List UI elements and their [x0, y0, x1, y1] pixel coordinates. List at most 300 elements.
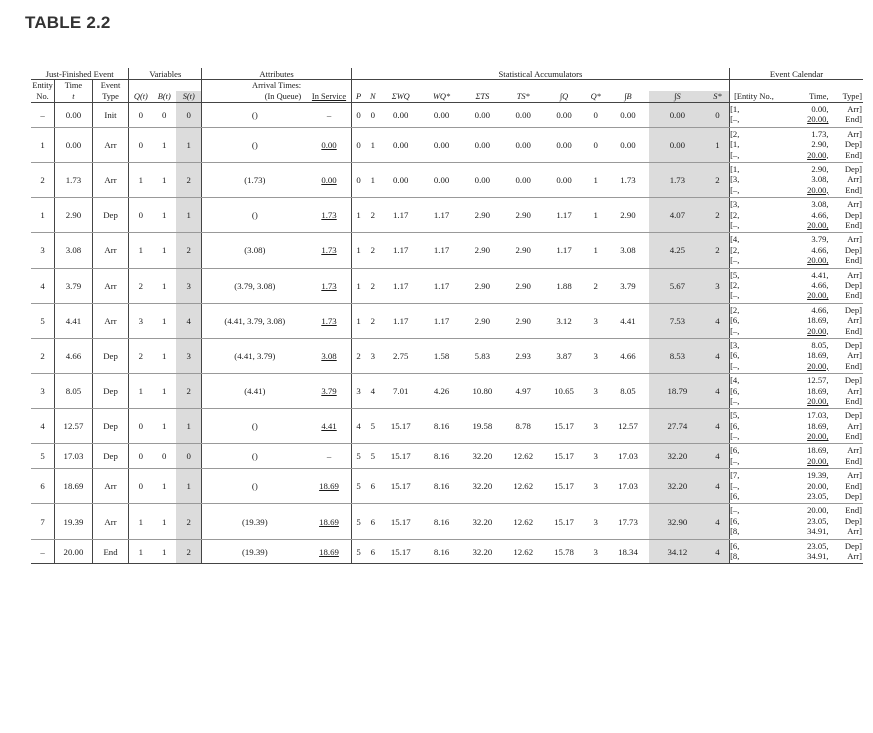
cell-sum-ts-value: 2.90 [474, 245, 491, 256]
cell-in-service-value: 0.00 [321, 139, 337, 150]
cal-entity-column [730, 127, 773, 162]
cell-sum-ts [462, 539, 503, 564]
cal-type: Arr] [847, 234, 862, 245]
cell-sum-ts-value: 0.00 [474, 175, 491, 186]
cell-sum-wq-value: 0.00 [393, 109, 409, 120]
cell-n [365, 162, 380, 197]
cell-q-star-value: 1 [593, 175, 598, 186]
cell-q-value: 0 [138, 481, 144, 492]
cell-n [365, 198, 380, 233]
cell-int-q [544, 338, 585, 373]
cell-in-queue [202, 444, 307, 469]
cell-event-type [92, 409, 129, 444]
cell-ts-star-value: 12.62 [513, 546, 534, 557]
cell-int-s [649, 162, 706, 197]
cell-event-type-value: Arr [104, 516, 117, 527]
cell-int-q [544, 409, 585, 444]
cell-sum-wq [380, 303, 421, 338]
cell-s-star [706, 103, 730, 128]
cell-sum-wq-value: 1.17 [393, 210, 409, 221]
header-group-row [31, 68, 863, 80]
cell-entity [31, 268, 55, 303]
cell-time [55, 162, 93, 197]
cell-sum-ts-value: 5.83 [474, 351, 491, 362]
cell-s [176, 127, 202, 162]
cell-b-value: 1 [162, 175, 167, 186]
cell-q-star-value: 3 [593, 546, 598, 557]
cell-int-b [607, 162, 649, 197]
header-evtype-l2: Type [92, 91, 129, 103]
header-b: B(t) [152, 91, 176, 103]
cal-type: Arr] [847, 128, 862, 139]
cal-time: 20.00, [807, 325, 829, 336]
cal-time: 20.00, [807, 455, 829, 466]
cell-n [365, 504, 380, 539]
cell-in-queue-value: () [251, 481, 258, 492]
cell-entity [31, 162, 55, 197]
cal-entity: [1, [730, 139, 740, 150]
cell-sum-ts-value: 2.90 [474, 210, 491, 221]
cell-ts-star-value: 2.93 [515, 351, 531, 362]
cell-n-value: 1 [370, 175, 375, 186]
cell-int-s-value: 7.53 [669, 315, 686, 326]
cell-entity-value: 4 [40, 421, 45, 432]
cell-q-value: 1 [138, 546, 144, 557]
cell-s [176, 233, 202, 268]
cal-type: Arr] [847, 551, 862, 562]
cell-n [365, 409, 380, 444]
cell-in-service [307, 338, 351, 373]
cal-time: 20.00, [807, 505, 829, 516]
cal-entity: [–, [730, 395, 740, 406]
cell-in-queue [202, 539, 307, 564]
cell-q-value: 1 [138, 386, 144, 397]
cell-int-q [544, 374, 585, 409]
cell-in-queue [202, 409, 307, 444]
cell-ts-star [503, 127, 544, 162]
cal-type: Arr] [847, 526, 862, 537]
cell-p [351, 198, 365, 233]
cell-in-service [307, 469, 351, 504]
table-row [31, 469, 863, 504]
cell-int-q-value: 3.87 [556, 351, 572, 362]
cell-in-queue [202, 103, 307, 128]
cell-wq-star-value: 1.17 [433, 315, 450, 326]
table-row [31, 268, 863, 303]
table-row [31, 504, 863, 539]
cal-entity-column [730, 198, 773, 233]
cell-int-s [649, 233, 706, 268]
cell-wq-star [421, 444, 462, 469]
cell-int-s-value: 0.00 [669, 139, 686, 150]
cell-q [129, 162, 153, 197]
table-row [31, 303, 863, 338]
cell-q-star-value: 2 [593, 280, 598, 291]
cell-int-q-value: 3.12 [556, 315, 572, 326]
table-row [31, 127, 863, 162]
cell-s-star [706, 469, 730, 504]
cell-entity-value: 7 [40, 516, 45, 527]
cell-time [55, 198, 93, 233]
cell-wq-star [421, 409, 462, 444]
cal-time-column [773, 233, 831, 268]
cell-b [152, 539, 176, 564]
header-ts-star: TS* [503, 91, 544, 103]
cell-ts-star-value: 2.90 [515, 210, 531, 221]
cal-entity-column [730, 469, 773, 504]
cell-q-star [584, 103, 607, 128]
cal-time-column [773, 469, 831, 504]
cal-time: 4.66, [811, 209, 829, 220]
cell-q-value: 2 [138, 351, 144, 362]
cell-int-b [607, 233, 649, 268]
cal-time-column [773, 268, 831, 303]
cell-sum-ts-value: 32.20 [472, 546, 493, 557]
header-stats-blank [351, 80, 729, 92]
cell-sum-wq-value: 7.01 [393, 386, 409, 397]
table-row [31, 233, 863, 268]
cell-in-queue-value: (19.39) [241, 516, 268, 527]
cell-in-queue [202, 268, 307, 303]
cell-in-queue-value: (3.08) [244, 245, 266, 256]
cell-event-type-value: Dep [103, 386, 118, 397]
cal-type: End] [845, 395, 862, 406]
cell-s-star [706, 198, 730, 233]
header-in-service: In Service [307, 91, 351, 103]
cell-entity-value: 3 [40, 386, 45, 397]
cell-ts-star [503, 409, 544, 444]
cal-entity-column [730, 233, 773, 268]
cell-event-type [92, 303, 129, 338]
cell-in-queue-value: (4.41) [244, 386, 266, 397]
cal-type-column [831, 469, 863, 504]
cell-s [176, 469, 202, 504]
header-in-queue: (In Queue) [202, 91, 307, 103]
cell-s-star-value: 2 [715, 210, 720, 221]
cell-sum-wq [380, 127, 421, 162]
cell-time [55, 127, 93, 162]
cell-time [55, 374, 93, 409]
cell-q-star-value: 3 [593, 386, 598, 397]
table-row [31, 198, 863, 233]
cal-entity: [6, [730, 420, 740, 431]
cell-s [176, 268, 202, 303]
cal-entity: [4, [730, 375, 740, 386]
cell-s-value: 0 [186, 451, 191, 462]
cell-in-service [307, 409, 351, 444]
cell-time-value: 1.73 [65, 175, 82, 186]
cell-time [55, 303, 93, 338]
table-caption: TABLE 2.2 [25, 13, 111, 32]
cell-int-b-value: 0.00 [620, 139, 636, 150]
cell-sum-wq-value: 15.17 [390, 481, 411, 492]
cell-wq-star-value: 1.17 [433, 280, 450, 291]
cell-event-type [92, 444, 129, 469]
cell-entity-value: 5 [40, 315, 45, 326]
cell-s-star-value: 4 [715, 421, 720, 432]
cell-s [176, 444, 202, 469]
cell-b-value: 1 [162, 245, 167, 256]
cal-type-column [831, 409, 863, 444]
header-s-star: S* [706, 91, 730, 103]
cell-int-s [649, 409, 706, 444]
cal-time: 34.91, [807, 551, 829, 562]
cell-p [351, 303, 365, 338]
cal-time: 18.69, [807, 420, 829, 431]
cell-p-value: 2 [356, 351, 361, 362]
cal-type-column [831, 233, 863, 268]
cell-ts-star [503, 303, 544, 338]
cell-int-s-value: 8.53 [669, 351, 686, 362]
cell-int-q [544, 469, 585, 504]
header-variables-blank [129, 80, 202, 92]
cal-time: 4.66, [811, 304, 829, 315]
cell-s-value: 1 [186, 421, 191, 432]
header-wq-star: WQ* [421, 91, 462, 103]
cell-int-b-value: 4.66 [620, 351, 636, 362]
cell-s-star-value: 4 [715, 516, 720, 527]
cell-in-queue [202, 233, 307, 268]
cell-sum-wq-value: 15.17 [390, 451, 411, 462]
cal-time-column [773, 338, 831, 373]
cal-entity: [5, [730, 410, 740, 421]
cal-type: End] [845, 480, 862, 491]
cal-entity: [–, [730, 480, 740, 491]
cal-entity: [6, [730, 445, 740, 456]
cal-entity-column [730, 303, 773, 338]
cell-b [152, 338, 176, 373]
cell-wq-star [421, 198, 462, 233]
cal-time: 4.66, [811, 244, 829, 255]
cell-p-value: 1 [356, 245, 361, 256]
cell-sum-wq [380, 198, 421, 233]
cell-wq-star [421, 103, 462, 128]
cell-sum-ts [462, 444, 503, 469]
cell-ts-star [503, 444, 544, 469]
cell-int-b-value: 17.03 [618, 481, 638, 492]
cell-in-service [307, 444, 351, 469]
cell-ts-star-value: 0.00 [515, 139, 531, 150]
cell-sum-wq [380, 539, 421, 564]
cell-event-type-value: Dep [103, 351, 118, 362]
cell-sum-wq-value: 15.17 [390, 516, 411, 527]
cal-entity: [–, [730, 255, 740, 266]
header-cal-entity: [Entity No., [730, 91, 773, 103]
cal-type: Arr] [847, 445, 862, 456]
cal-entity: [6, [730, 385, 740, 396]
cell-b-value: 1 [162, 421, 167, 432]
cell-q-value: 0 [138, 109, 144, 120]
cell-s [176, 374, 202, 409]
cal-type: End] [845, 290, 862, 301]
header-calendar-blank [730, 80, 863, 92]
cal-entity-column [730, 409, 773, 444]
cell-in-service [307, 539, 351, 564]
cell-sum-wq-value: 15.17 [390, 546, 411, 557]
cell-s-star-value: 1 [715, 139, 720, 150]
cell-time-value: 2.90 [65, 210, 82, 221]
cell-int-q-value: 0.00 [556, 175, 572, 186]
cell-sum-ts [462, 504, 503, 539]
cell-wq-star-value: 8.16 [433, 421, 450, 432]
cell-sum-ts [462, 469, 503, 504]
cell-p [351, 374, 365, 409]
cell-entity [31, 444, 55, 469]
cell-in-service [307, 504, 351, 539]
cell-sum-ts-value: 10.80 [472, 386, 493, 397]
cell-b [152, 233, 176, 268]
cell-int-s [649, 374, 706, 409]
header-time-l2: t [55, 91, 93, 103]
cell-q-star-value: 1 [593, 210, 598, 221]
cell-entity-value: 6 [40, 481, 45, 492]
cal-entity: [5, [730, 269, 740, 280]
cell-n-value: 6 [370, 546, 375, 557]
cell-b [152, 469, 176, 504]
cal-time: 17.03, [807, 410, 829, 421]
cal-type: Dep] [844, 410, 862, 421]
cell-wq-star [421, 338, 462, 373]
cal-time: 20.00, [807, 149, 829, 160]
cell-b-value: 1 [162, 139, 167, 150]
cal-entity: [6, [730, 315, 740, 326]
cell-p-value: 0 [356, 175, 361, 186]
cell-n [365, 268, 380, 303]
cell-s-star [706, 338, 730, 373]
header-entity-l2: No. [31, 91, 55, 103]
header-just-finished-event: Just-Finished Event [31, 68, 129, 80]
cell-b-value: 1 [162, 516, 167, 527]
cal-type-column [831, 539, 863, 564]
cell-sum-wq [380, 469, 421, 504]
cell-s [176, 103, 202, 128]
cell-int-q-value: 0.00 [556, 139, 572, 150]
cell-time-value: 19.39 [63, 516, 84, 527]
cell-event-type-value: Arr [104, 481, 117, 492]
cell-ts-star-value: 0.00 [515, 175, 531, 186]
cell-int-s [649, 539, 706, 564]
cell-in-service-value: 1.73 [321, 315, 337, 326]
cal-type: End] [845, 431, 862, 442]
header-variables: Variables [129, 68, 202, 80]
cell-q-star [584, 162, 607, 197]
cell-q [129, 504, 153, 539]
cell-q [129, 338, 153, 373]
cell-q-star [584, 504, 607, 539]
cell-int-s [649, 127, 706, 162]
cell-event-type-value: Dep [103, 210, 118, 221]
cal-type: Dep] [844, 279, 862, 290]
header-int-s: ∫S [649, 91, 706, 103]
cell-s-star [706, 162, 730, 197]
cell-q-value: 2 [138, 280, 144, 291]
cell-sum-ts [462, 198, 503, 233]
cell-wq-star-value: 0.00 [433, 139, 450, 150]
cal-type: Dep] [844, 540, 862, 551]
cell-int-q-value: 15.17 [554, 421, 574, 432]
cell-time [55, 233, 93, 268]
cell-ts-star [503, 233, 544, 268]
cell-int-b-value: 18.34 [618, 546, 638, 557]
cell-in-queue [202, 504, 307, 539]
cell-time [55, 338, 93, 373]
cell-n-value: 5 [370, 451, 375, 462]
table-row [31, 409, 863, 444]
cell-s [176, 338, 202, 373]
header-p: P [351, 91, 365, 103]
cell-sum-ts-value: 32.20 [472, 451, 493, 462]
header-row-3 [31, 91, 863, 103]
cal-time: 18.69, [807, 315, 829, 326]
cal-type: End] [845, 360, 862, 371]
cell-n [365, 233, 380, 268]
cell-ts-star-value: 12.62 [513, 516, 534, 527]
cell-in-service [307, 268, 351, 303]
cell-ts-star [503, 374, 544, 409]
cell-p [351, 103, 365, 128]
header-n: N [365, 91, 380, 103]
cell-wq-star-value: 8.16 [433, 481, 450, 492]
cell-in-service-value: 3.79 [321, 386, 337, 397]
cell-p-value: 1 [356, 210, 361, 221]
cell-s [176, 162, 202, 197]
cal-time-column [773, 374, 831, 409]
cal-entity: [8, [730, 551, 740, 562]
cell-int-q-value: 1.17 [556, 210, 572, 221]
cell-entity [31, 539, 55, 564]
cell-sum-ts [462, 162, 503, 197]
cell-sum-wq [380, 268, 421, 303]
cell-q-value: 0 [138, 421, 144, 432]
cell-int-s-value: 34.12 [667, 546, 688, 557]
cal-type: End] [845, 114, 862, 125]
cell-b-value: 1 [162, 210, 167, 221]
cal-type-column [831, 303, 863, 338]
cal-time: 23.05, [807, 491, 829, 502]
cell-int-s-value: 32.20 [667, 451, 688, 462]
cell-p-value: 0 [356, 139, 361, 150]
cal-time-column [773, 127, 831, 162]
cell-int-q [544, 444, 585, 469]
cell-s-value: 2 [186, 546, 191, 557]
cell-q-star [584, 303, 607, 338]
cell-s-star-value: 0 [715, 109, 720, 120]
cal-time: 20.00, [807, 184, 829, 195]
cal-time: 23.05, [807, 515, 829, 526]
cal-entity: [–, [730, 325, 740, 336]
cell-s-value: 3 [186, 351, 191, 362]
cell-s [176, 539, 202, 564]
cal-entity-column [730, 268, 773, 303]
cell-event-type [92, 268, 129, 303]
cell-sum-ts [462, 374, 503, 409]
cell-q-star-value: 3 [593, 351, 598, 362]
cal-type: End] [845, 184, 862, 195]
cell-sum-ts [462, 103, 503, 128]
cell-int-q [544, 539, 585, 564]
cell-int-q-value: 0.00 [556, 109, 572, 120]
header-attributes: Attributes [202, 68, 351, 80]
cell-wq-star-value: 1.17 [433, 245, 450, 256]
cell-event-type [92, 127, 129, 162]
cell-in-service-value: 18.69 [319, 516, 339, 527]
cal-entity: [–, [730, 360, 740, 371]
cell-int-q [544, 504, 585, 539]
cell-int-q [544, 198, 585, 233]
cal-type-column [831, 127, 863, 162]
cell-sum-wq [380, 338, 421, 373]
cell-sum-wq [380, 444, 421, 469]
